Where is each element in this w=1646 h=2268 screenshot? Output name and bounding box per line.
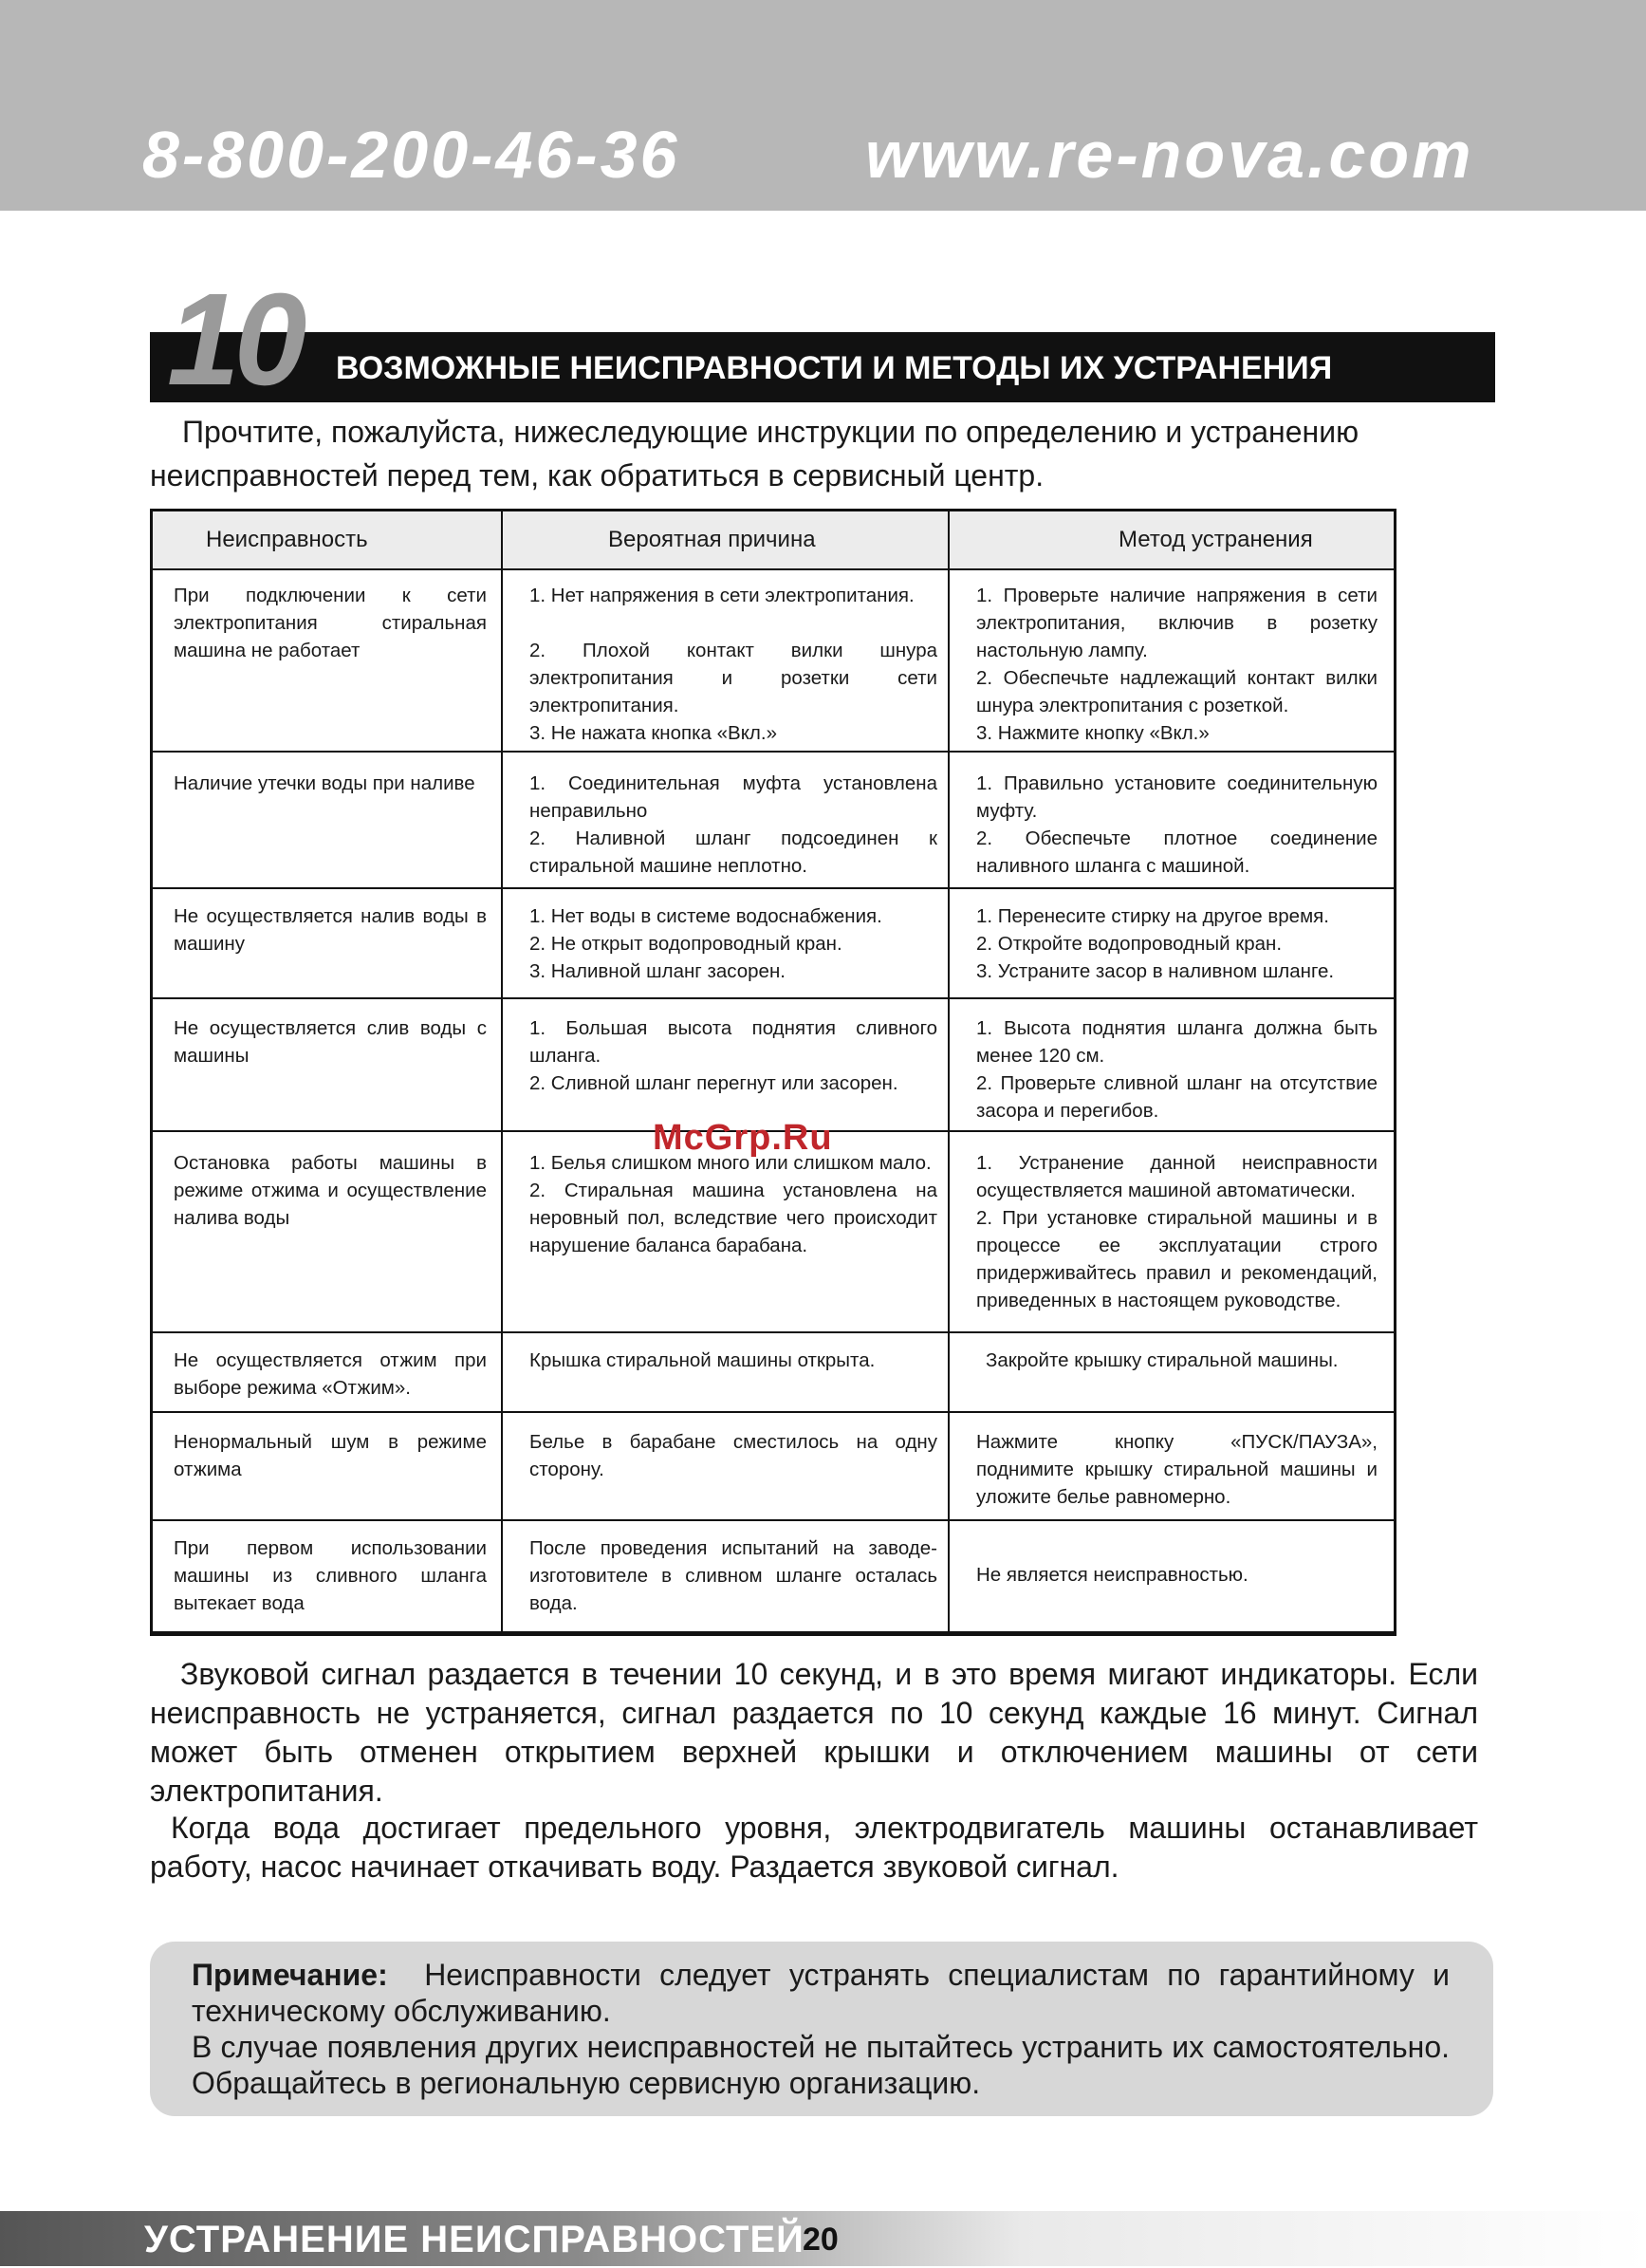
cell-problem: Не осуществляется налив воды в машину [174, 905, 487, 955]
cell-problem: Остановка работы машины в режиме отжима и осуществление налива воды [174, 1152, 487, 1229]
troubleshooting-table [150, 509, 1396, 1636]
water-level-paragraph: Когда вода достигает предельного уровня, электродвигатель машины останавливает работу, насос начинает откачивать воду. Раздается звуковой сигнал. [150, 1811, 1478, 1884]
signal-paragraph: Звуковой сигнал раздается в течении 10 секунд, и в это время мигают индикаторы. Если неисправность не устраняется, сигнал раздается по 10 секунд каждые 16 минут. Сигнал может быть отменен открытием верхней крышки и отключением машины от сети электропитания. [150, 1657, 1478, 1808]
phone-number: 8-800-200-46-36 [142, 118, 680, 192]
column-header-problem: Неисправность [206, 527, 368, 552]
table-row [153, 1521, 1394, 1633]
cell-remedy: 1. Устранение данной неисправности осуществляется машиной автоматически. 2. При установке стиральной машины и в процессе ее эксплуатации строго придерживайтесь правил и рекомендаций, приведенных в настоящем руководстве. [976, 1152, 1378, 1311]
note-box [150, 1942, 1493, 2116]
website-url: www.re-nova.com [865, 118, 1474, 192]
cell-cause: После проведения испытаний на заводе-изготовителе в сливном шланге осталась вода. [529, 1537, 937, 1614]
cell-cause: Крышка стиральной машины открыта. [529, 1349, 876, 1371]
note-label: Примечание: [192, 1958, 388, 1992]
column-header-remedy: Метод устранения [1119, 527, 1313, 552]
cell-problem: При первом использовании машины из сливного шланга вытекает вода [174, 1537, 487, 1614]
table-row [153, 753, 1394, 889]
cell-problem: Наличие утечки воды при наливе [174, 772, 475, 794]
watermark: McGrp.Ru [653, 1118, 833, 1158]
intro-paragraph: Прочтите, пожалуйста, нижеследующие инструкции по определению и устранению неисправностей перед тем, как обратиться в сервисный центр. [150, 415, 1359, 493]
cell-remedy: Не является неисправностью. [976, 1564, 1248, 1586]
cell-cause: 1. Белья слишком много или слишком мало. 2. Стиральная машина установлена на неровный пол, вследствие чего происходит нарушение баланса барабана. [529, 1152, 937, 1256]
cell-remedy: 1. Перенесите стирку на другое время. 2. Откройте водопроводный кран. 3. Устраните засор в наливном шланге. [976, 905, 1335, 982]
cell-problem: Не осуществляется отжим при выборе режима «Отжим». [174, 1349, 487, 1399]
table-row [153, 889, 1394, 999]
column-divider [501, 511, 503, 1633]
column-header-cause: Вероятная причина [608, 527, 816, 552]
section-number: 10 [167, 267, 302, 413]
note-text-2: В случае появления других неисправностей не пытайтесь устранить их самостоятельно. Обращайтесь в региональную сервисную организацию. [192, 2030, 1450, 2100]
table-row [153, 1333, 1394, 1413]
cell-remedy: 1. Высота поднятия шланга должна быть менее 120 см. 2. Проверьте сливной шланг на отсутствие засора и перегибов. [976, 1017, 1378, 1122]
table-row [153, 999, 1394, 1132]
cell-problem: Не осуществляется слив воды с машины [174, 1017, 487, 1067]
page-number: 20 [803, 2222, 839, 2258]
column-divider [948, 511, 950, 1633]
table-row [153, 1413, 1394, 1521]
footer-title: УСТРАНЕНИЕ НЕИСПРАВНОСТЕЙ [144, 2219, 805, 2260]
note-text-1: Неисправности следует устранять специалистам по гарантийному и техническому обслуживанию. [192, 1958, 1451, 2028]
cell-remedy: 1. Правильно установите соединительную муфту. 2. Обеспечьте плотное соединение наливного шланга с машиной. [976, 772, 1378, 877]
cell-cause: 1. Соединительная муфта установлена неправильно 2. Наливной шланг подсоединен к стиральной машине неплотно. [529, 772, 937, 877]
cell-cause: 1. Нет напряжения в сети электропитания. 2. Плохой контакт вилки шнура электропитания и розетки сети электропитания. 3. Не нажата кнопка «Вкл.» [529, 585, 937, 744]
table-header [153, 511, 1394, 570]
cell-problem: При подключении к сети электропитания стиральная машина не работает [174, 585, 487, 661]
cell-remedy: 1. Проверьте наличие напряжения в сети электропитания, включив в розетку настольную лампу. 2. Обеспечьте надлежащий контакт вилки шнура электропитания с розеткой. 3. Нажмите кнопку «Вкл.» [976, 585, 1378, 744]
table-row [153, 1132, 1394, 1333]
section-title-bar [150, 332, 1495, 402]
cell-cause: 1. Большая высота поднятия сливного шланга. 2. Сливной шланг перегнут или засорен. [529, 1017, 937, 1094]
section-title: ВОЗМОЖНЫЕ НЕИСПРАВНОСТИ И МЕТОДЫ ИХ УСТРАНЕНИЯ [336, 350, 1333, 386]
footer-band [0, 2211, 1646, 2266]
note-text [192, 1957, 1450, 2101]
cell-cause: Белье в барабане сместилось на одну сторону. [529, 1431, 937, 1480]
cell-remedy: Закройте крышку стиральной машины. [986, 1349, 1339, 1371]
cell-problem: Ненормальный шум в режиме отжима [174, 1431, 487, 1480]
cell-cause: 1. Нет воды в системе водоснабжения. 2. Не открыт водопроводный кран. 3. Наливной шланг засорен. [529, 905, 882, 982]
table-row [153, 570, 1394, 753]
header-band [0, 0, 1646, 211]
cell-remedy: Нажмите кнопку «ПУСК/ПАУЗА», поднимите крышку стиральной машины и уложите белье равномерно. [976, 1431, 1378, 1508]
note-line-1 [192, 1957, 1450, 2029]
